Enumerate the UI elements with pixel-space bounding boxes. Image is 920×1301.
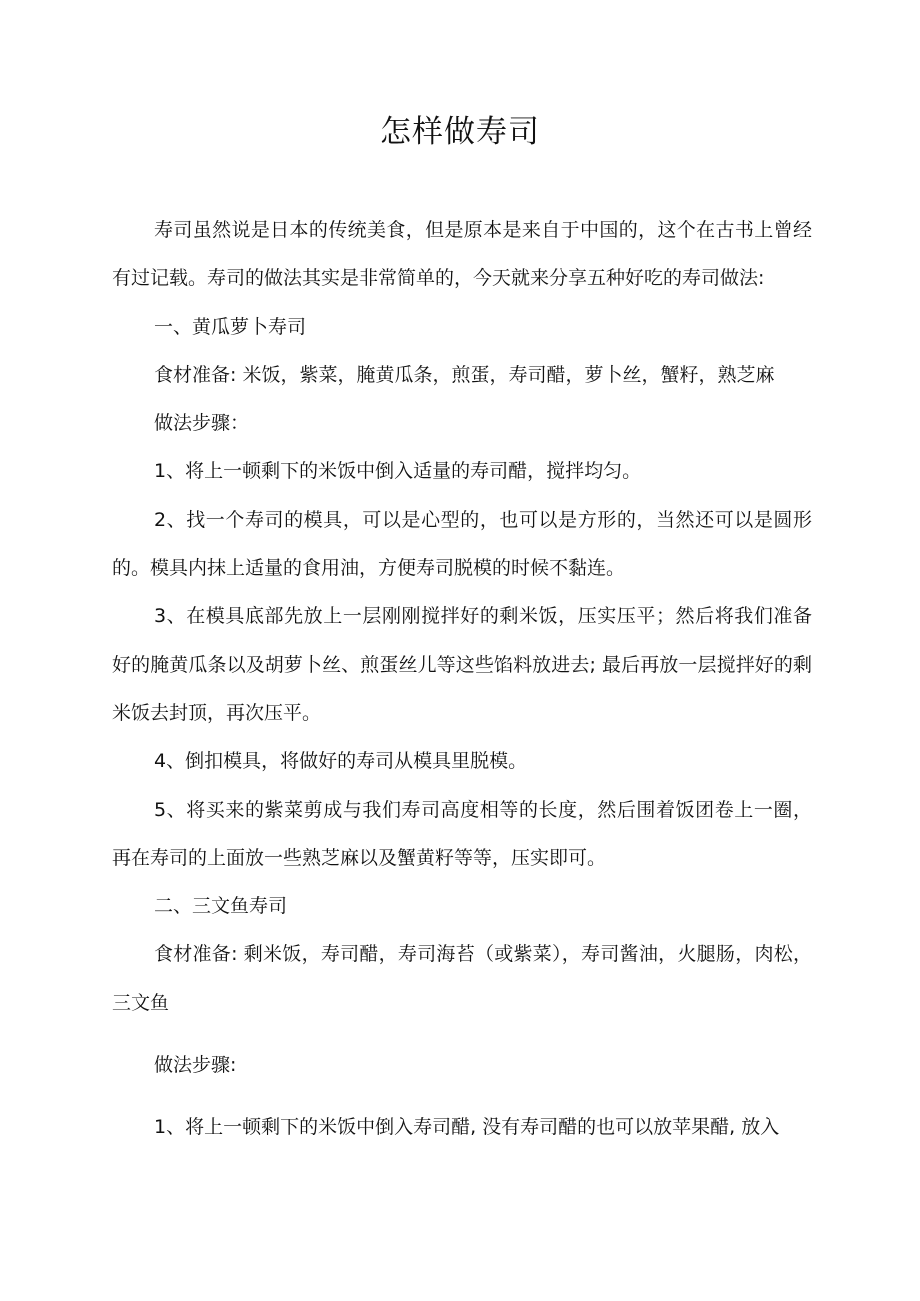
document-title: 怎样做寿司 — [380, 114, 540, 150]
intro-paragraph: 寿司虽然说是日本的传统美食，但是原本是来自于中国的，这个在古书上曾经有过记载。寿司的做法其实是非常简单的，今天就来分享五种好吃的寿司做法: — [112, 219, 812, 290]
section1-step: 1、将上一顿剩下的米饭中倒入适量的寿司醋，搅拌均匀。 — [154, 460, 642, 483]
document-body — [112, 206, 812, 1152]
section1-steps-label: 做法步骤： — [154, 412, 250, 435]
section2-heading: 二、三文鱼寿司 — [154, 895, 288, 918]
section1-heading: 一、黄瓜萝卜寿司 — [154, 315, 307, 338]
section2-ingredients: 食材准备: 剩米饭，寿司醋，寿司海苔（或紫菜），寿司酱油，火腿肠，肉松，三文鱼 — [112, 943, 812, 1014]
section1-step: 3、在模具底部先放上一层刚刚搅拌好的剩米饭，压实压平；然后将我们准备好的腌黄瓜条以及胡萝卜丝、煎蛋丝儿等这些馅料放进去; 最后再放一层搅拌好的剩米饭去封顶，再次压平。 — [112, 605, 812, 724]
section2-step: 1、将上一顿剩下的米饭中倒入寿司醋, 没有寿司醋的也可以放苹果醋, 放入 — [154, 1116, 780, 1139]
section1-step: 2、找一个寿司的模具，可以是心型的，也可以是方形的，当然还可以是圆形的。模具内抹上适量的食用油，方便寿司脱模的时候不黏连。 — [112, 508, 812, 580]
section1-ingredients: 食材准备: 米饭，紫菜，腌黄瓜条，煎蛋，寿司醋，萝卜丝，蟹籽，熟芝麻 — [154, 363, 775, 386]
section1-step: 5、将买来的紫菜剪成与我们寿司高度相等的长度，然后围着饭团卷上一圈，再在寿司的上面放一些熟芝麻以及蟹黄籽等等，压实即可。 — [112, 798, 812, 869]
section2-steps-label: 做法步骤: — [154, 1054, 237, 1077]
section1-step: 4、倒扣模具，将做好的寿司从模具里脱模。 — [154, 750, 528, 773]
